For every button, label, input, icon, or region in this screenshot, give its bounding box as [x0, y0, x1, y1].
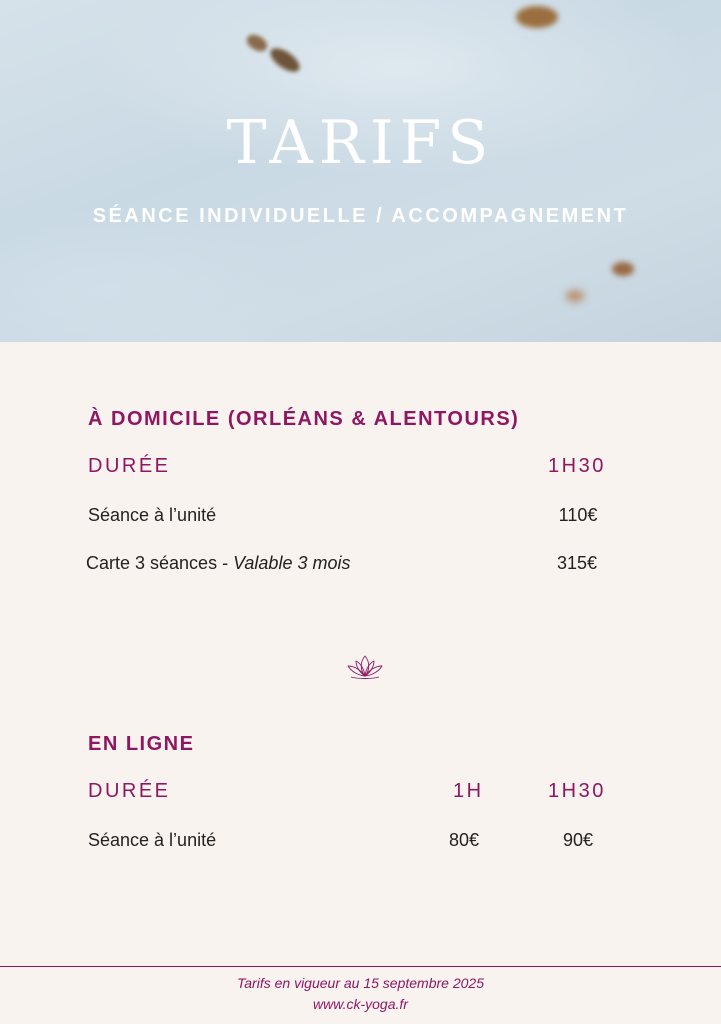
- page-subtitle: SÉANCE INDIVIDUELLE / ACCOMPAGNEMENT: [92, 205, 629, 227]
- price-cell: 90€: [562, 830, 594, 850]
- row-label-seance-unite: Séance à l’unité: [88, 505, 217, 525]
- price-cell: 315€: [556, 553, 598, 573]
- section-title-en-ligne: EN LIGNE: [88, 733, 195, 755]
- footer-validity-note: Tarifs en vigueur au 15 septembre 2025: [237, 975, 484, 991]
- decorative-speck: [612, 262, 634, 276]
- column-header-1h30: 1H30: [548, 780, 606, 802]
- duration-header: DURÉE: [88, 455, 171, 477]
- decorative-speck: [566, 290, 584, 302]
- page-title: TARIFS: [226, 108, 495, 178]
- lotus-icon: [345, 652, 385, 682]
- decorative-speck: [244, 31, 270, 54]
- row-label-text: Carte 3 séances -: [86, 553, 234, 573]
- row-label-seance-unite: Séance à l’unité: [88, 830, 217, 850]
- decorative-speck: [266, 44, 303, 77]
- footer-website-link[interactable]: www.ck-yoga.fr: [313, 996, 408, 1012]
- row-label-note: Valable 3 mois: [233, 553, 351, 573]
- column-header-1h30: 1H30: [548, 455, 606, 477]
- price-cell: 110€: [558, 505, 598, 525]
- column-header-1h: 1H: [453, 780, 484, 802]
- section-title-domicile: À DOMICILE (ORLÉANS & ALENTOURS): [88, 408, 520, 430]
- footer-divider: [0, 966, 721, 967]
- row-label-carte-3-seances: [86, 553, 350, 574]
- decorative-speck: [516, 6, 558, 28]
- hero-banner: [0, 0, 721, 342]
- price-cell: 80€: [448, 830, 480, 850]
- duration-header: DURÉE: [88, 780, 171, 802]
